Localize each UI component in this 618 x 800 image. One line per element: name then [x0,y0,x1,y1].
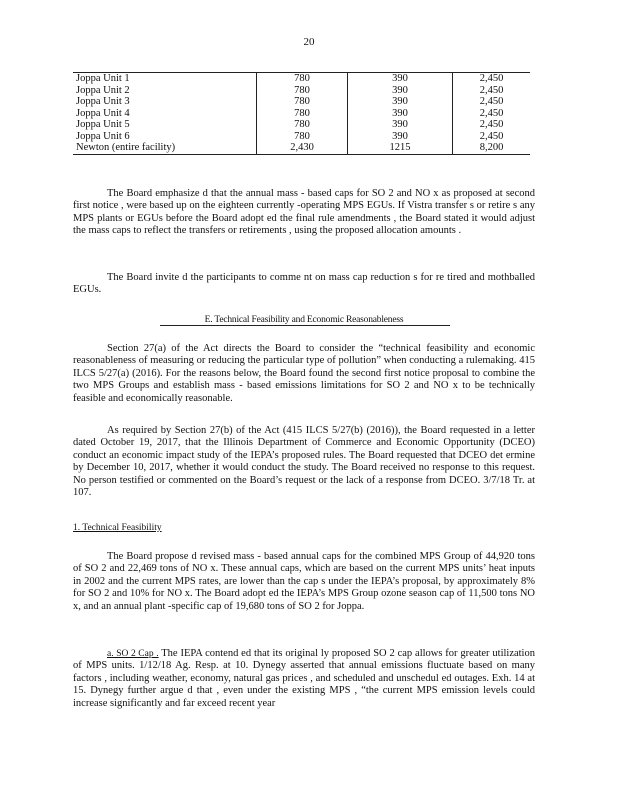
table-cell: 1215 [348,142,453,154]
heading-underline [160,325,450,326]
table-row [73,131,530,143]
so2-cap-lead: a. SO 2 Cap . [107,649,159,659]
table-row [73,85,530,97]
table-cell: Joppa Unit 1 [73,73,257,85]
table-cell: Joppa Unit 6 [76,130,130,142]
page-number: 20 [303,36,315,48]
table-cell: Joppa Unit 4 [76,107,130,119]
paragraph-section-27b: As required by Section 27(b) of the Act (415 ILCS 5/27(b) (2016)), the Board requested in a letter dated October 19, 2017, that the Illinois Department of Commerce and Economic Opportunity (DCEO) conduct an economic impact study of the IEPA’s proposed rules. The Board requested that DCEO det ermine by December 10, 2017, whether it would conduct the study. The Board received no response to this request. No person testified or commented on the Board’s request or the lack of a response from DCEO. 3/7/18 Tr. at 107. [73,425,535,499]
table-cell: Joppa Unit 2 [76,84,130,96]
paragraph-revised-caps: The Board propose d revised mass - based annual caps for the combined MPS Group of 44,920 tons of SO 2 and 22,469 tons of NO x. These annual caps, which are based on the current MPS units’ heat inputs in 2002 and the current MPS rates, are lower than the cap s under the IEPA’s proposal, by approximately 8% for SO 2 and 10% for NO x. The Board adopt ed the IEPA’s MPS Group ozone season cap of 11,500 tons NO x, and an annual plant -specific cap of 19,680 tons of SO 2 for Joppa. [73,551,535,612]
table-cell: 780 [257,96,348,108]
subheading-technical-feasibility [73,523,162,533]
paragraph-mass-caps: The Board emphasize d that the annual mass - based caps for SO 2 and NO x as proposed at second first notice , were based up on the eighteen currently -operating MPS EGUs. If Vistra transfer s or retire s any MPS plants or EGUs before the Board adopt ed the final rule amendments , the Board stated it would adjust the mass caps to reflect the transfers or retirements , using the proposed allocation amounts . [73,188,535,237]
table-cell: 390 [348,131,453,143]
table-cell: Newton (entire facility) [73,142,257,154]
table-cell: 2,430 [257,142,348,154]
section-heading-e: E. Technical Feasibility and Economic Reasonableness [204,315,404,325]
table-cell: 780 [257,85,348,97]
table-row [73,108,530,120]
table-cell: 2,450 [453,119,531,131]
table-row [73,142,530,154]
table-cell: 390 [348,73,453,85]
table-cell: 390 [348,108,453,120]
table-row [73,96,530,108]
table-cell: 2,450 [453,108,531,120]
unit-caps-table [73,72,530,155]
table-cell: Joppa Unit 5 [76,119,130,130]
so2-cap-text: The IEPA contend ed that its original ly proposed SO 2 cap allows for greater utilization of MPS units. 1/12/18 Ag. Resp. at 10. Dynegy asserted that annual emissions fluctuate based on many factors , including weather, economy, natural gas prices , and scheduled and unschedul ed outages. Exh. 14 at 15. Dynegy further argue d that , even under the existing MPS , “the current MPS emission levels could increase significantly and far exceed recent year [73,648,535,709]
table-cell: 780 [257,131,348,143]
paragraph-so2-cap [73,648,535,710]
table-cell: Joppa Unit 3 [76,96,130,107]
paragraph-invite-comments: The Board invite d the participants to comme nt on mass cap reduction s for re tired and mothballed EGUs. [73,272,535,296]
subheading-text: 1. Technical Feasibility [73,523,162,533]
table-row [73,119,530,131]
table-cell: 2,450 [453,96,531,108]
table-row [73,73,530,85]
table-cell: 390 [348,96,453,108]
paragraph-section-27a: Section 27(a) of the Act directs the Board to consider the “technical feasibility and economic reasonableness of measuring or reducing the particular type of pollution” when conducting a rulemaking. 415 ILCS 5/27(a) (2016). For the reasons below, the Board found the second first notice proposal to combine the two MPS Groups and establish mass - based emissions limitations for SO 2 and NO x to be technically feasible and economically reasonable. [73,343,535,404]
table-cell: 2,450 [453,73,531,85]
table-cell: 780 [257,119,348,131]
table-cell: 390 [348,85,453,97]
table-cell: 2,450 [453,131,531,143]
table-cell: 780 [257,108,348,120]
table-cell: 8,200 [453,142,531,154]
table-cell: 2,450 [453,85,531,97]
table-cell: 390 [348,119,453,131]
table-cell: 780 [257,73,348,85]
